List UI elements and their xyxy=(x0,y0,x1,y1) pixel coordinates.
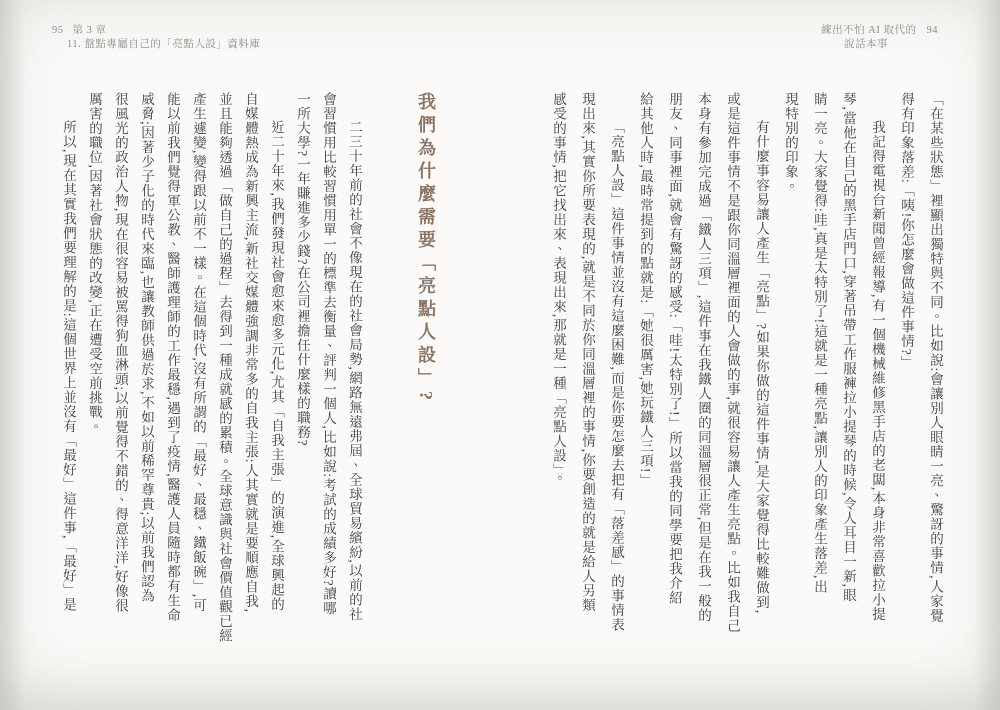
text-column: 近二十年來,我們發現社會愈來愈多元化,尤其「自我主張」的演進,全球興起的 xyxy=(269,120,284,612)
text-column: 「亮點人設」這件事情並沒有這麼困難,而是你要怎麼去把有「落差感」的事情表 xyxy=(609,120,624,633)
text-column: 感受的事情,把它找出來、表現出來,那就是一種「亮點人設」。 xyxy=(551,92,566,486)
text-column: 現特別的印象。 xyxy=(783,92,798,194)
text-column: 給其他人時,最時常提到的點就是:「她很厲害,她玩鐵人三項!」 xyxy=(638,92,653,488)
text-column: 厲害的職位,因著社會狀態的改變,正在遭受空前挑戰。 xyxy=(87,92,102,435)
right-page-body xyxy=(540,92,950,652)
running-head-right xyxy=(821,24,938,52)
text-column: 產生遽變,變得跟以前不一樣。在這個時代,沒有所謂的「最好、最穩、鐵飯碗」,可 xyxy=(191,92,206,613)
text-column: 睛一亮。大家覺得:哇,真是太特別了!這就是一種亮點,讓別人的印象產生落差,出 xyxy=(812,92,827,594)
page-edge-shadow-right xyxy=(974,0,1000,710)
text-column: 很風光的政治人物,現在很容易被罵得狗血淋頭;以前覺得不錯的、得意洋洋,好像很 xyxy=(113,92,128,614)
text-column: 我記得電視台新聞曾經報導,有一個機械維修黑手店的老闆,本身非常喜歡拉小提 xyxy=(870,120,885,623)
running-head-left xyxy=(52,24,260,52)
section-label: 11. 盤點專屬自己的「亮點人設」資料庫 xyxy=(67,39,261,50)
running-head-left-line1 xyxy=(52,24,260,38)
page-number-left: 95 xyxy=(52,25,64,36)
left-page-body xyxy=(55,92,441,652)
chapter-label: 第 3 章 xyxy=(72,25,107,36)
book-title-line2: 說話本事 xyxy=(844,39,888,50)
text-column: 有什麼事容易讓人產生「亮點」?如果你做的這件事情,是大家覺得比較難做到, xyxy=(754,120,769,615)
text-column: 威脅;因著少子化的時代來臨,也讓教師供過於求,不如以前稀罕尊貴;以前我們認為 xyxy=(139,92,154,604)
text-column: 或是這件事情不是跟你同溫層裡面的人會做的事,就很容易讓人產生亮點。比如我自己 xyxy=(725,92,740,633)
text-column: 朋友、同事裡面,就會有驚訝的感受:「哇!太特別了!」所以當我的同學要把我介紹 xyxy=(667,92,682,606)
page-number-right: 94 xyxy=(926,25,938,36)
text-column: 琴,當他在自己的黑手店門口,穿著吊帶工作服褲拉小提琴的時候,令人耳目一新,眼 xyxy=(841,92,856,603)
text-column: 並且能夠透過「做自己的過程」去得到一種成就感的累積。全球意識與社會價值觀已經 xyxy=(217,92,232,643)
page-edge-shadow-left xyxy=(0,0,26,710)
text-column: 「在某些狀態」裡顯出獨特與不同。比如說:會讓別人眼睛一亮、驚訝的事情,人家覺 xyxy=(928,92,943,624)
section-heading: 我們為什麼需要「亮點人設」? xyxy=(416,92,436,405)
text-column: 得有印象落差:「咦!你怎麼會做這件事情?」 xyxy=(899,92,914,371)
text-column: 所以,現在其實我們要理解的是:這個世界上並沒有「最好」這件事,「最好」是 xyxy=(61,120,76,613)
book-title-line1: 練出不怕 AI 取代的 xyxy=(821,25,917,36)
text-column: 現出來,其實你所要表現的,就是不同於你同溫層裡的事情,你要創造的就是給人另類 xyxy=(580,92,595,613)
text-column: 自媒體熱成為新興主流,新社交媒體強調非常多的自我主張:人其實就是要順應自我, xyxy=(243,92,258,614)
text-column: 會習慣用比較習慣用單一的標準去衡量、評判一個人,比如說:考試的成績多好?讀哪 xyxy=(321,92,336,616)
text-column: 一所大學?一年賺進多少錢?在公司裡擔任什麼樣的職務? xyxy=(295,92,310,447)
text-column: 二三十年前的社會不像現在的社會局勢,網路無遠弗屆、全球貿易繽紛,以前的社 xyxy=(347,120,362,623)
running-head-right-line1 xyxy=(821,24,938,38)
text-column: 本身有參加完成過「鐵人三項」,這件事在我鐵人圈的同溫層很正常,但是在我一般的 xyxy=(696,92,711,623)
text-column: 能以前我們覺得軍公教、醫師護理師的工作最穩,遇到了疫情,醫護人員隨時都有生命 xyxy=(165,92,180,623)
